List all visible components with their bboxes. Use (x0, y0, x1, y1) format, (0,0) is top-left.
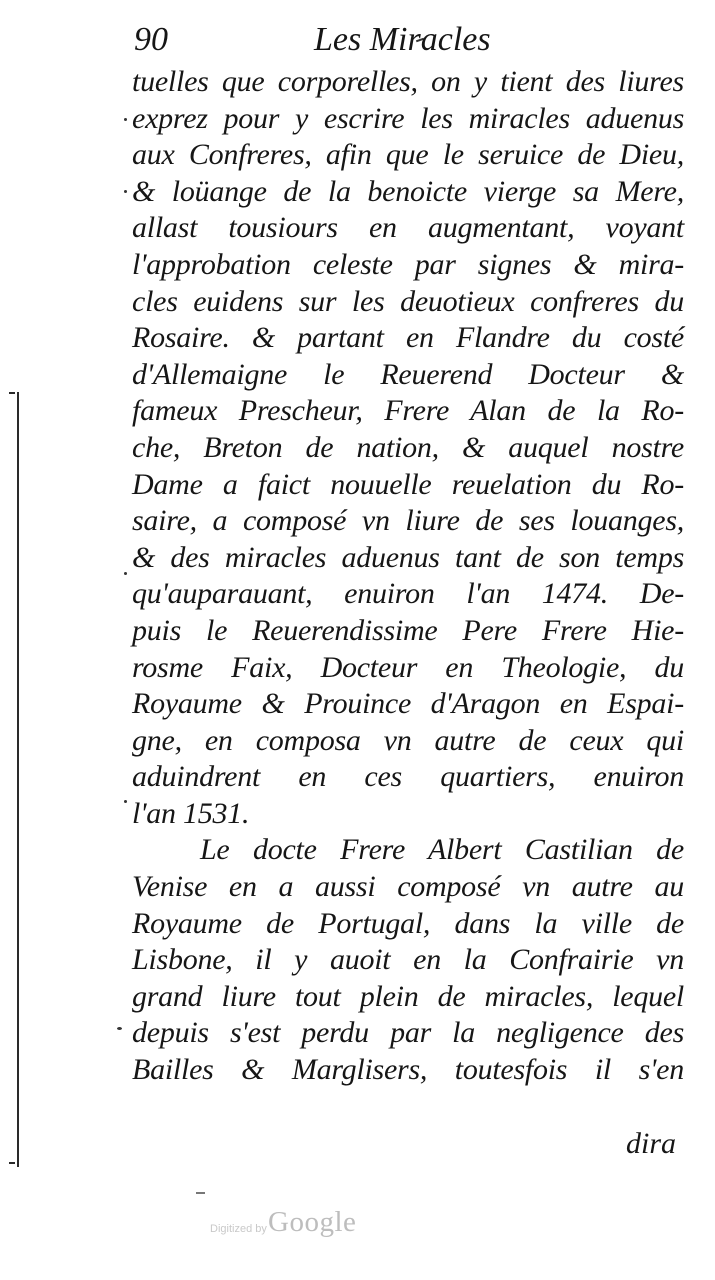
text-line: Rosaire. & partant en Flandre du costé (132, 321, 684, 355)
running-title: Les Miracles (314, 21, 491, 58)
text-line: aux Confreres, afin que le seruice de Dieu, (132, 138, 684, 172)
text-line: l'approbation celeste par signes & mira- (132, 247, 684, 281)
margin-dot (117, 1027, 122, 1030)
catchword: dira (626, 1127, 677, 1160)
text-line: exprez pour y escrire les miracles aduenus (132, 101, 684, 135)
margin-dot (124, 572, 127, 575)
text-line: Lisbone, il y auoit en la Confrairie vn (132, 943, 684, 977)
text-line: Dame a faict nouuelle reuelation du Ro- (132, 467, 684, 501)
text-line: & des miracles aduenus tant de son temps (132, 540, 684, 574)
text-line: aduindrent en ces quartiers, enuiron (132, 760, 684, 794)
text-line: rosme Faix, Docteur en Theologie, du (132, 650, 684, 684)
page-number: 90 (134, 21, 168, 58)
text-line: Royaume & Prouince d'Aragon en Espai- (132, 687, 684, 721)
text-line: fameux Prescheur, Frere Alan de la Ro- (132, 394, 684, 428)
page-edge-line (17, 392, 19, 1167)
page-edge-mark (9, 392, 15, 394)
text-line: grand liure tout plein de miracles, lequel (132, 979, 684, 1013)
margin-dot (124, 118, 127, 121)
margin-dot (124, 800, 127, 803)
bottom-tick (196, 1192, 205, 1194)
text-line: & loüange de la benoicte vierge sa Mere, (132, 174, 684, 208)
text-line: Royaume de Portugal, dans la ville de (132, 906, 684, 940)
text-line: che, Breton de nation, & auquel nostre (132, 430, 684, 464)
text-line: gne, en composa vn autre de ceux qui (132, 723, 684, 757)
watermark-small-text: Digitized by (210, 1223, 267, 1235)
page-edge-mark (9, 1162, 15, 1164)
text-line: d'Allemaigne le Reuerend Docteur & (132, 357, 684, 391)
margin-dot (124, 190, 127, 193)
text-line: depuis s'est perdu par la negligence des (132, 1016, 684, 1050)
google-logo: Google (268, 1206, 357, 1238)
page-header (134, 18, 694, 62)
text-line: cles euidens sur les deuotieux confreres du (132, 284, 684, 318)
text-line: tuelles que corporelles, on y tient des liures (132, 65, 684, 98)
paragraph-first-line: Le docte Frere Albert Castilian de (200, 833, 684, 867)
text-line: l'an 1531. (132, 796, 250, 830)
text-line: allast tousiours en augmentant, voyant (132, 211, 684, 245)
text-line: qu'auparauant, enuiron l'an 1474. De- (132, 577, 684, 611)
text-line: Venise en a aussi composé vn autre au (132, 870, 684, 904)
digitization-watermark (200, 1206, 540, 1246)
text-line: Bailles & Marglisers, toutesfois il s'en (132, 1053, 684, 1087)
text-line: saire, a composé vn liure de ses louanges, (132, 504, 684, 538)
text-line: puis le Reuerendissime Pere Frere Hie- (132, 613, 684, 647)
page-text-block (132, 64, 684, 1089)
